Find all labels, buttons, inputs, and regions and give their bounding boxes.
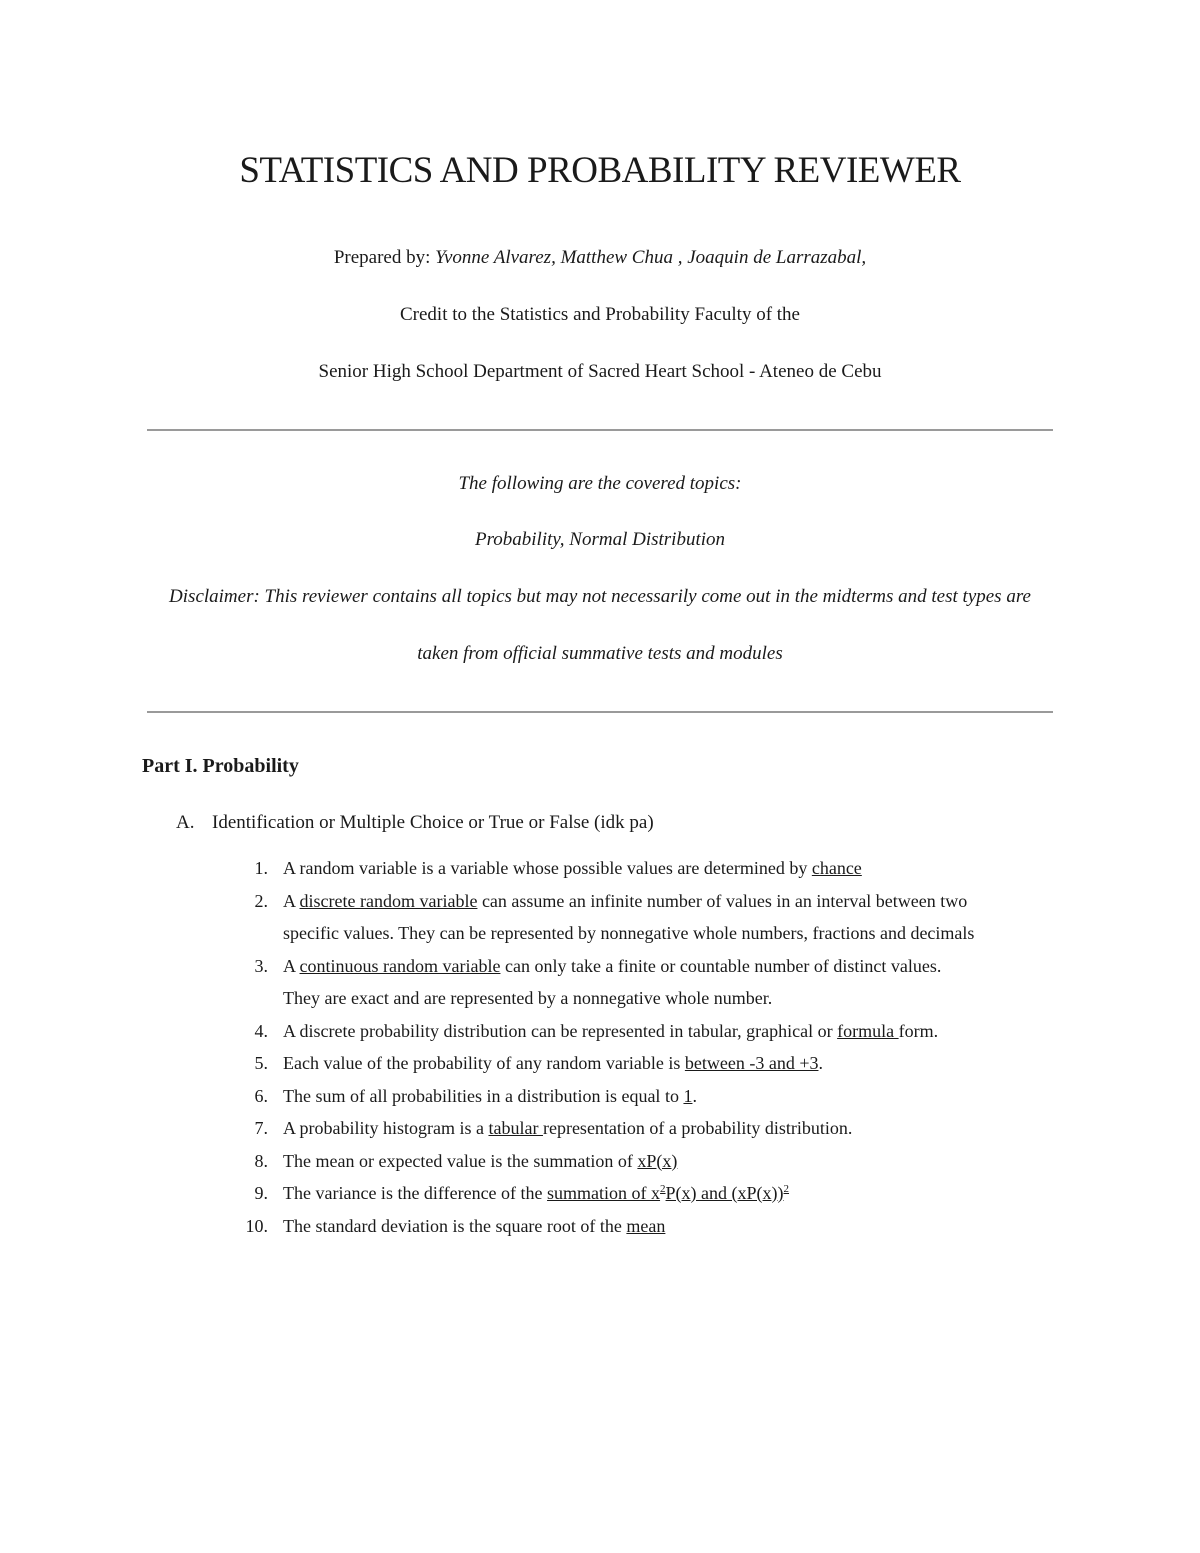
credit-line-2: Senior High School Department of Sacred Heart School - Ateneo de Cebu [318, 361, 882, 382]
item-number: 3. [254, 955, 268, 976]
item-answer: summation of x [547, 1183, 661, 1203]
item-answer: tabular [488, 1118, 543, 1138]
item-number: 7. [254, 1118, 268, 1138]
list-item [244, 1015, 1074, 1048]
disclaimer-line-2: taken from official summative tests and modules [417, 643, 783, 664]
item-text: A [283, 890, 300, 911]
document-title: STATISTICS AND PROBABILITY REVIEWER [239, 150, 961, 191]
item-text-end: can assume an infinite number of values in an interval between two [477, 890, 968, 911]
item-text: The variance is the difference of the [283, 1183, 548, 1203]
item-text: The standard deviation is the square root of the [283, 1215, 627, 1236]
item-text: A discrete probability distribution can be represented in tabular, graphical or [283, 1020, 838, 1041]
list-item [244, 1177, 1074, 1210]
item-text: A [283, 955, 300, 976]
section-letter: A. [176, 812, 195, 833]
item-text: Each value of the probability of any random variable is [283, 1053, 685, 1073]
item-number: 2. [254, 890, 268, 911]
prepared-by-label: Prepared by: [333, 247, 436, 268]
item-text: The mean or expected value is the summation of [283, 1150, 638, 1171]
item-answer-continued: P(x) and (xP(x)) [665, 1183, 784, 1203]
list-item [244, 1210, 1074, 1243]
section-title: Identification or Multiple Choice or True or False (idk pa) [212, 812, 654, 833]
item-answer: between -3 and +3 [684, 1053, 819, 1073]
horizontal-divider-bottom [147, 711, 1053, 713]
item-text-end: . [692, 1085, 697, 1106]
list-item [244, 852, 1074, 885]
topics-intro: The following are the covered topics: [458, 473, 742, 494]
topics-list: Probability, Normal Distribution [474, 529, 725, 550]
section-heading [176, 810, 654, 836]
item-text-end: form. [898, 1020, 939, 1041]
disclaimer-line-1: Disclaimer: This reviewer contains all topics but may not necessarily come out in the midterms and test types are [169, 586, 1031, 607]
item-answer: continuous random variable [299, 955, 501, 976]
list-item [244, 1112, 1074, 1145]
item-number: 6. [254, 1085, 268, 1106]
list-item [244, 1145, 1074, 1178]
item-text-end: . [818, 1053, 823, 1073]
item-text-continued: specific values. They can be represented by nonnegative whole numbers, fractions and decimals [283, 923, 975, 943]
item-answer: xP(x) [637, 1150, 678, 1171]
item-text-continued: They are exact and are represented by a nonnegative whole number. [283, 988, 773, 1008]
item-number: 9. [254, 1183, 268, 1203]
list-item [244, 950, 1074, 1015]
item-text-end: representation of a probability distribution. [542, 1118, 853, 1138]
credit-line-1: Credit to the Statistics and Probability Faculty of the [399, 304, 800, 325]
item-answer: mean [626, 1215, 666, 1236]
item-text-end: can only take a finite or countable number of distinct values. [500, 955, 942, 976]
item-number: 4. [254, 1020, 268, 1041]
item-text: The sum of all probabilities in a distribution is equal to [283, 1085, 684, 1106]
author-names: Yvonne Alvarez, Matthew Chua , Joaquin de Larrazabal, [435, 247, 867, 268]
prepared-by-line [0, 245, 1200, 271]
item-text: A random variable is a variable whose possible values are determined by [283, 858, 812, 878]
list-item [244, 1080, 1074, 1113]
item-superscript: 2 [660, 1183, 666, 1195]
item-number: 8. [254, 1150, 268, 1171]
item-number: 1. [254, 858, 268, 878]
horizontal-divider-top [147, 429, 1053, 431]
list-item [244, 1047, 1074, 1080]
item-text: A probability histogram is a [283, 1118, 489, 1138]
item-superscript: 2 [783, 1183, 790, 1195]
item-answer: 1 [683, 1085, 693, 1106]
item-answer: discrete random variable [299, 890, 478, 911]
item-number: 5. [254, 1053, 268, 1073]
item-answer: formula [837, 1020, 899, 1041]
list-item [244, 885, 1074, 950]
part-heading: Part I. Probability [142, 755, 299, 777]
item-number: 10. [245, 1215, 268, 1236]
question-list [244, 852, 1074, 1242]
item-answer: chance [811, 858, 862, 878]
